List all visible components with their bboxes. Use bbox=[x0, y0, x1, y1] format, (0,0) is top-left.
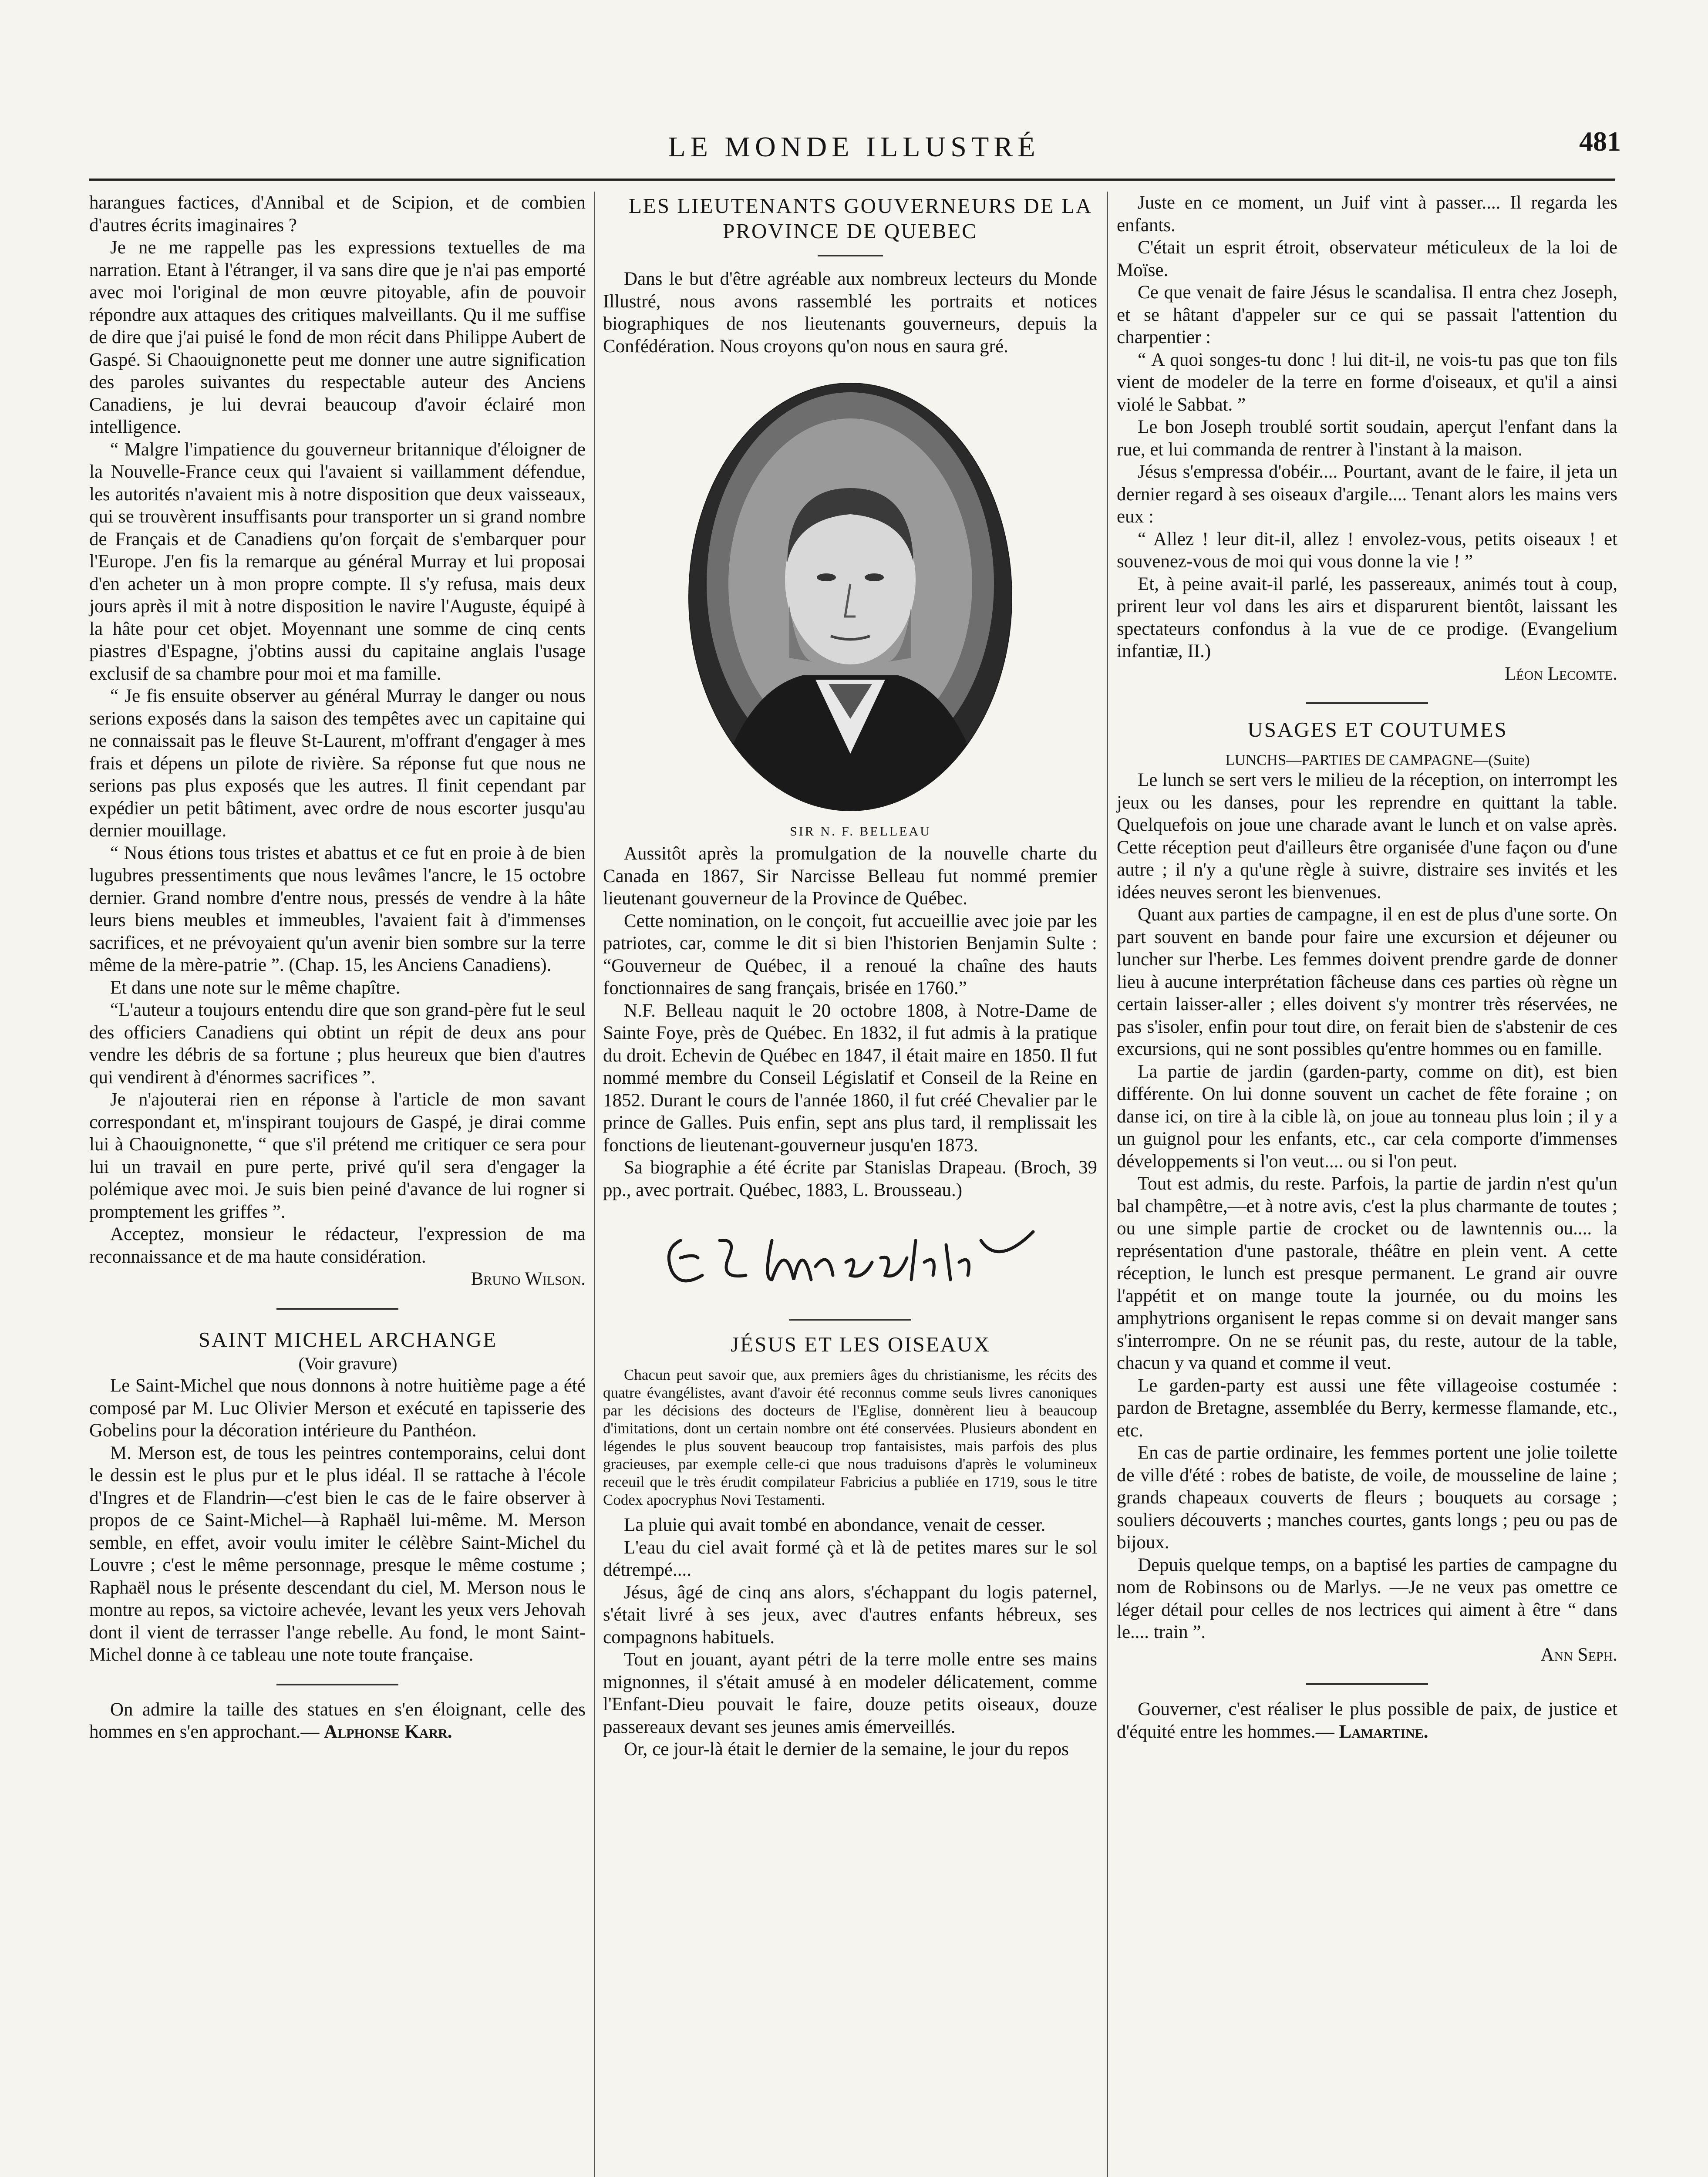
quote-text: Gouverner, c'est réaliser le plus possible de paix, de justice et d'équité entre les hommes.— bbox=[1117, 1699, 1617, 1742]
paragraph: Et dans une note sur le même chapître. bbox=[110, 977, 401, 998]
page-number: 481 bbox=[1579, 126, 1621, 157]
section-rule bbox=[276, 1308, 398, 1310]
section-rule bbox=[1306, 702, 1428, 704]
portrait-engraving bbox=[685, 379, 1016, 815]
quote-text: On admire la taille des statues en s'en éloignant, celle des hommes en s'en approchant.— bbox=[89, 1699, 586, 1742]
paragraph: Le lunch se sert vers le milieu de la réception, on interrompt les jeux ou les danses, pour les reprendre en quittant la table. Quelquefois on joue une charade avant le lunch et on valse après. Cette réception peut d'ailleurs être organisée d'une façon ou d'une autre ; il n'y a qu'une règle à suivre, distraire ses invités et les idées neuves seront les bienvenues. bbox=[1117, 770, 1617, 903]
section-rule bbox=[789, 1319, 911, 1321]
paragraph: “ Je fis ensuite observer au général Murray le danger ou nous serions exposés dans la saison des tempêtes avec un capitaine qui ne connaissait pas le fleuve St-Laurent, m'offrant d'engager à mes frais et dépens un pilote de rivière. Sa réponse fut que nous ne serions pas plus exposés que les autres. Il finit cependant par expédier un petit bâtiment, avec ordre de nous escorter jusqu'au dernier mouillage. bbox=[89, 686, 586, 841]
portrait bbox=[603, 379, 1097, 820]
section-title: LES LIEUTENANTS GOUVERNEURS DE LA PROVINCE DE QUEBEC bbox=[628, 194, 1093, 243]
author-signature: Bruno Wilson. bbox=[471, 1269, 586, 1289]
paragraph: Et, à peine avait-il parlé, les passereaux, animés tout à coup, prirent leur vol dans les airs et disparurent bientôt, laissant les spectateurs confondus à la vue de ce prodige. (Evangelium infantiæ, II.) bbox=[1117, 573, 1617, 661]
paragraph: M. Merson est, de tous les peintres contemporains, celui dont le dessin est le plus pur et le plus idéal. Il se rattache à l'école d'Ingres et de Flandrin—c'est bien le cas de le faire observer à propos de ce Saint-Michel—à Raphaël lui-même. M. Merson semble, en effet, avoir voulu imiter le célèbre Saint-Michel du Louvre ; c'est le même personnage, presque le même costume ; Raphaël nous le présente descendant du ciel, M. Merson nous le montre au repos, sa victoire achevée, levant les yeux vers Jehovah dont il vient de terrasser l'ange rebelle. Au fond, le mont Saint-Michel donne à ce tableau une note toute française. bbox=[89, 1442, 586, 1665]
paragraph: “ Allez ! leur dit-il, allez ! envolez-vous, petits oiseaux ! et souvenez-vous de moi qui vous donne la vie ! ” bbox=[1117, 529, 1617, 572]
paragraph: Tout est admis, du reste. Parfois, la partie de jardin n'est qu'un bal champêtre,—et à notre avis, c'est la plus charmante de toutes ; ou une simple partie de crocket ou de lawntennis ou.... la représentation d'une pastorale, théâtre en plein vent. A cette réception, le lunch est presque permanent. Le grand air ouvre l'appétit et on mange toute la journée, ou du moins les amphytrions organisent le repas comme si on devait manger sans s'interrompre. On ne se réunit pas, du reste, autour de la table, chacun y va quand et comme il veut. bbox=[1117, 1173, 1617, 1373]
paragraph: Le garden-party est aussi une fête villageoise costumée : pardon de Bretagne, assemblée du Berry, kermesse flamande, etc., etc. bbox=[1117, 1375, 1617, 1441]
paragraph: N.F. Belleau naquit le 20 octobre 1808, à Notre-Dame de Sainte Foye, près de Québec. En 1832, il fut admis à la pratique du droit. Echevin de Québec en 1847, il était maire en 1850. Il fut nommé membre du Conseil Législatif et Conseil de la Reine en 1852. Durant le cours de l'année 1860, il fut créé Chevalier par le prince de Galles. Puis enfin, sept ans plus tard, il remplissait les fonctions de lieutenant-gouverneur jusqu'en 1873. bbox=[603, 1000, 1097, 1156]
column-divider bbox=[1107, 192, 1108, 2177]
title-rule bbox=[818, 255, 883, 256]
section-title: SAINT MICHEL ARCHANGE bbox=[198, 1327, 498, 1351]
paragraph: Tout en jouant, ayant pétri de la terre molle entre ses mains mignonnes, il s'était amusé à en modeler délicatement, comme l'Enfant-Dieu pouvait le faire, douze petits oiseaux, douze passereaux devant ses jeunes amis émerveillés. bbox=[603, 1649, 1097, 1737]
column-middle bbox=[603, 192, 1097, 1761]
paragraph: Ce que venait de faire Jésus le scandalisa. Il entra chez Joseph, et se hâtant d'appeler sur ce qui se passait l'attention du charpentier : bbox=[1117, 282, 1617, 347]
paragraph: L'eau du ciel avait formé çà et là de petites mares sur le sol détrempé.... bbox=[603, 1537, 1097, 1580]
paragraph: Depuis quelque temps, on a baptisé les parties de campagne du nom de Robinsons ou de Marlys. —Je ne veux pas omettre ce léger détail pour celles de nos lectrices qui aiment à être “ dans le.... train ”. bbox=[1117, 1554, 1617, 1642]
section-title: JÉSUS ET LES OISEAUX bbox=[731, 1332, 990, 1356]
paragraph: harangues factices, d'Annibal et de Scipion, et de combien d'autres écrits imaginaires ? bbox=[89, 192, 586, 236]
section-rule bbox=[276, 1684, 398, 1685]
paragraph: En cas de partie ordinaire, les femmes portent une jolie toilette de ville d'été : robes de batiste, de voile, de mousseline de laine ; grands chapeaux couverts de fleurs ; bouquets au corsage ; souliers découverts ; manches courtes, gants longs ; peu ou pas de bijoux. bbox=[1117, 1442, 1617, 1553]
paragraph: “ Malgre l'impatience du gouverneur britannique d'éloigner de la Nouvelle-France ceux qui l'avaient si vaillamment défendue, les autorités n'avaient mis à notre disposition que deux vaisseaux, qui se trouvèrent insuffisants pour transporter un si grand nombre de Français et de Canadiens qu'on forçait de s'embarquer pour l'Europe. J'en fis la remarque au général Murray et lui proposai d'en acheter un à mon propre compte. Il s'y refusa, mais deux jours après il mit à notre disposition le navire l'Auguste, équipé à la hâte pour cet objet. Moyennant une somme de cinq cents piastres d'Espagne, j'obtins aussi du capitaine anglais l'usage exclusif de sa chambre pour moi et ma famille. bbox=[89, 439, 586, 684]
paragraph: Je ne me rappelle pas les expressions textuelles de ma narration. Etant à l'étranger, il va sans dire que je n'ai pas emporté avec moi l'original de mon œuvre pitoyable, afin de pouvoir répondre aux attaques des critiques malveillants. Qu il me suffise de dire que j'ai puisé le fond de mon récit dans Philippe Aubert de Gaspé. Si Chaouignonette peut me donner une autre signification des paroles suivantes du respectable auteur des Anciens Canadiens, je lui devrai beaucoup d'avoir éclairé mon intelligence. bbox=[89, 237, 586, 437]
header-rule bbox=[89, 179, 1615, 181]
author-signature: Ann Seph. bbox=[1540, 1644, 1617, 1665]
paragraph: Acceptez, monsieur le rédacteur, l'expression de ma reconnaissance et de ma haute considération. bbox=[89, 1224, 586, 1267]
autograph-signature bbox=[654, 1214, 1046, 1301]
section-rule bbox=[1306, 1683, 1428, 1685]
section-title: USAGES ET COUTUMES bbox=[1247, 718, 1508, 741]
paragraph: Jésus, âgé de cinq ans alors, s'échappant du logis paternel, s'était livré à ses jeux, avec d'autres enfants hébreux, ses compagnons habituels. bbox=[603, 1582, 1097, 1648]
quote bbox=[1117, 1698, 1617, 1743]
column-divider bbox=[594, 192, 595, 2177]
paragraph: Aussitôt après la promulgation de la nouvelle charte du Canada en 1867, Sir Narcisse Belleau fut nommé premier lieutenant gouverneur de la Province de Québec. bbox=[603, 843, 1097, 909]
paragraph: “ A quoi songes-tu donc ! lui dit-il, ne vois-tu pas que ton fils vient de modeler de la terre en forme d'oiseaux, et qu'il a ainsi violé le Sabbat. ” bbox=[1117, 349, 1617, 415]
paragraph: Je n'ajouterai rien en réponse à l'article de mon savant correspondant et, m'inspirant toujours de Gaspé, je dirai comme lui à Chaouignonette, “ que s'il prétend me critiquer ce sera pour lui un travail en pure perte, privé qu'il sera d'engager la polémique avec moi. Je suis bien peiné d'avance de lui rogner si promptement les griffes ”. bbox=[89, 1089, 586, 1222]
paragraph: “L'auteur a toujours entendu dire que son grand-père fut le seul des officiers Canadiens qui obtint un répit de deux ans pour vendre les débris de sa fortune ; plus heureux que bien d'autres qui vendirent à d'énormes sacrifices ”. bbox=[89, 1000, 586, 1088]
paragraph: C'était un esprit étroit, observateur méticuleux de la loi de Moïse. bbox=[1117, 237, 1617, 280]
quote-author: Lamartine. bbox=[1339, 1721, 1428, 1742]
paragraph: Sa biographie a été écrite par Stanislas Drapeau. (Broch, 39 pp., avec portrait. Québec, 1883, L. Brousseau.) bbox=[603, 1157, 1097, 1200]
paragraph: Cette nomination, on le conçoit, fut accueillie avec joie par les patriotes, car, comme le dit si bien l'historien Benjamin Sulte : “Gouverneur de Québec, il a renoué la chaîne des hauts fonctionnaires de sang français, brisée en 1760.” bbox=[603, 910, 1097, 998]
paragraph: Or, ce jour-là était le dernier de la semaine, le jour du repos bbox=[624, 1739, 1069, 1759]
author-signature: Léon Lecomte. bbox=[1504, 663, 1617, 684]
paragraph: Dans le but d'être agréable aux nombreux lecteurs du Monde Illustré, nous avons rassemblé les portraits et notices biographiques de nos lieutenants gouverneurs, depuis la Confédération. Nous croyons qu'on nous en saura gré. bbox=[603, 269, 1097, 357]
paragraph: “ Nous étions tous tristes et abattus et ce fut en proie à de bien lugubres pressentiments que nous levâmes l'ancre, le 15 octobre dernier. Grand nombre d'entre nous, pressés de vendre à la hâte leurs biens meubles et immeubles, l'avaient fait à d'immenses sacrifices, et ne prévoyaient qu'un avenir bien sombre sur la terre même de la mère-patrie ”. (Chap. 15, les Anciens Canadiens). bbox=[89, 842, 586, 975]
column-left bbox=[89, 192, 586, 1743]
section-subtitle: LUNCHS—PARTIES DE CAMPAGNE—(Suite) bbox=[1225, 752, 1530, 768]
quote-author: Alphonse Karr. bbox=[324, 1722, 452, 1742]
column-right bbox=[1117, 192, 1617, 1743]
paragraph: Juste en ce moment, un Juif vint à passer.... Il regarda les enfants. bbox=[1117, 192, 1617, 236]
section-subtitle: (Voir gravure) bbox=[298, 1353, 398, 1373]
masthead-title: LE MONDE ILLUSTRÉ bbox=[668, 131, 1040, 163]
paragraph: Quant aux parties de campagne, il en est de plus d'une sorte. On part souvent en bande pour faire une excursion et déjeuner ou luncher sur l'herbe. Les femmes doivent prendre garde de donner lieu à aucune interprétation fâcheuse dans ces parties où règne un certain laisser-aller ; elles doivent s'y montrer très réservées, ne pas s'isoler, enfin pour tout dire, on ferait bien de s'abstenir de ces excursions, qui ne sont possibles qu'entre hommes ou en famille. bbox=[1117, 904, 1617, 1059]
paragraph: Le Saint-Michel que nous donnons à notre huitième page a été composé par M. Luc Olivier Merson et exécuté en tapisserie des Gobelins pour la décoration intérieure du Panthéon. bbox=[89, 1375, 586, 1441]
paragraph: La partie de jardin (garden-party, comme on dit), est bien différente. On lui donne souvent un cachet de fête foraine ; on danse ici, on tire à la cible là, on joue au tonneau plus loin ; il y a un guignol pour les enfants, etc., car cela comporte d'immenses développements si l'on veut.... ou si l'on peut. bbox=[1117, 1061, 1617, 1172]
paragraph: Le bon Joseph troublé sortit soudain, aperçut l'enfant dans la rue, et lui commanda de rentrer à l'instant à la maison. bbox=[1117, 417, 1617, 460]
intro-note: Chacun peut savoir que, aux premiers âges du christianisme, les récits des quatre évangélistes, avant d'avoir été reconnus comme seuls livres canoniques par les décisions des docteurs de l'Eglise, donnèrent lieu à beaucoup d'imitations, dont un certain nombre ont été conservées. Plusieurs abondent en légendes le plus souvent beaucoup trop fantaisistes, mais parfois des plus gracieuses, par exemple celle-ci que nous traduisons d'après le volumineux receuil que le très érudit compilateur Fabricius a publiée en 1719, sous le titre Codex apocryphus Novi Testamenti. bbox=[603, 1366, 1097, 1508]
portrait-caption: SIR N. F. BELLEAU bbox=[790, 824, 931, 839]
quote bbox=[89, 1698, 586, 1743]
paragraph: Jésus s'empressa d'obéir.... Pourtant, avant de le faire, il jeta un dernier regard à ses oiseaux d'argile.... Tenant alors les mains vers eux : bbox=[1117, 462, 1617, 527]
paragraph: La pluie qui avait tombé en abondance, venait de cesser. bbox=[624, 1515, 1046, 1535]
